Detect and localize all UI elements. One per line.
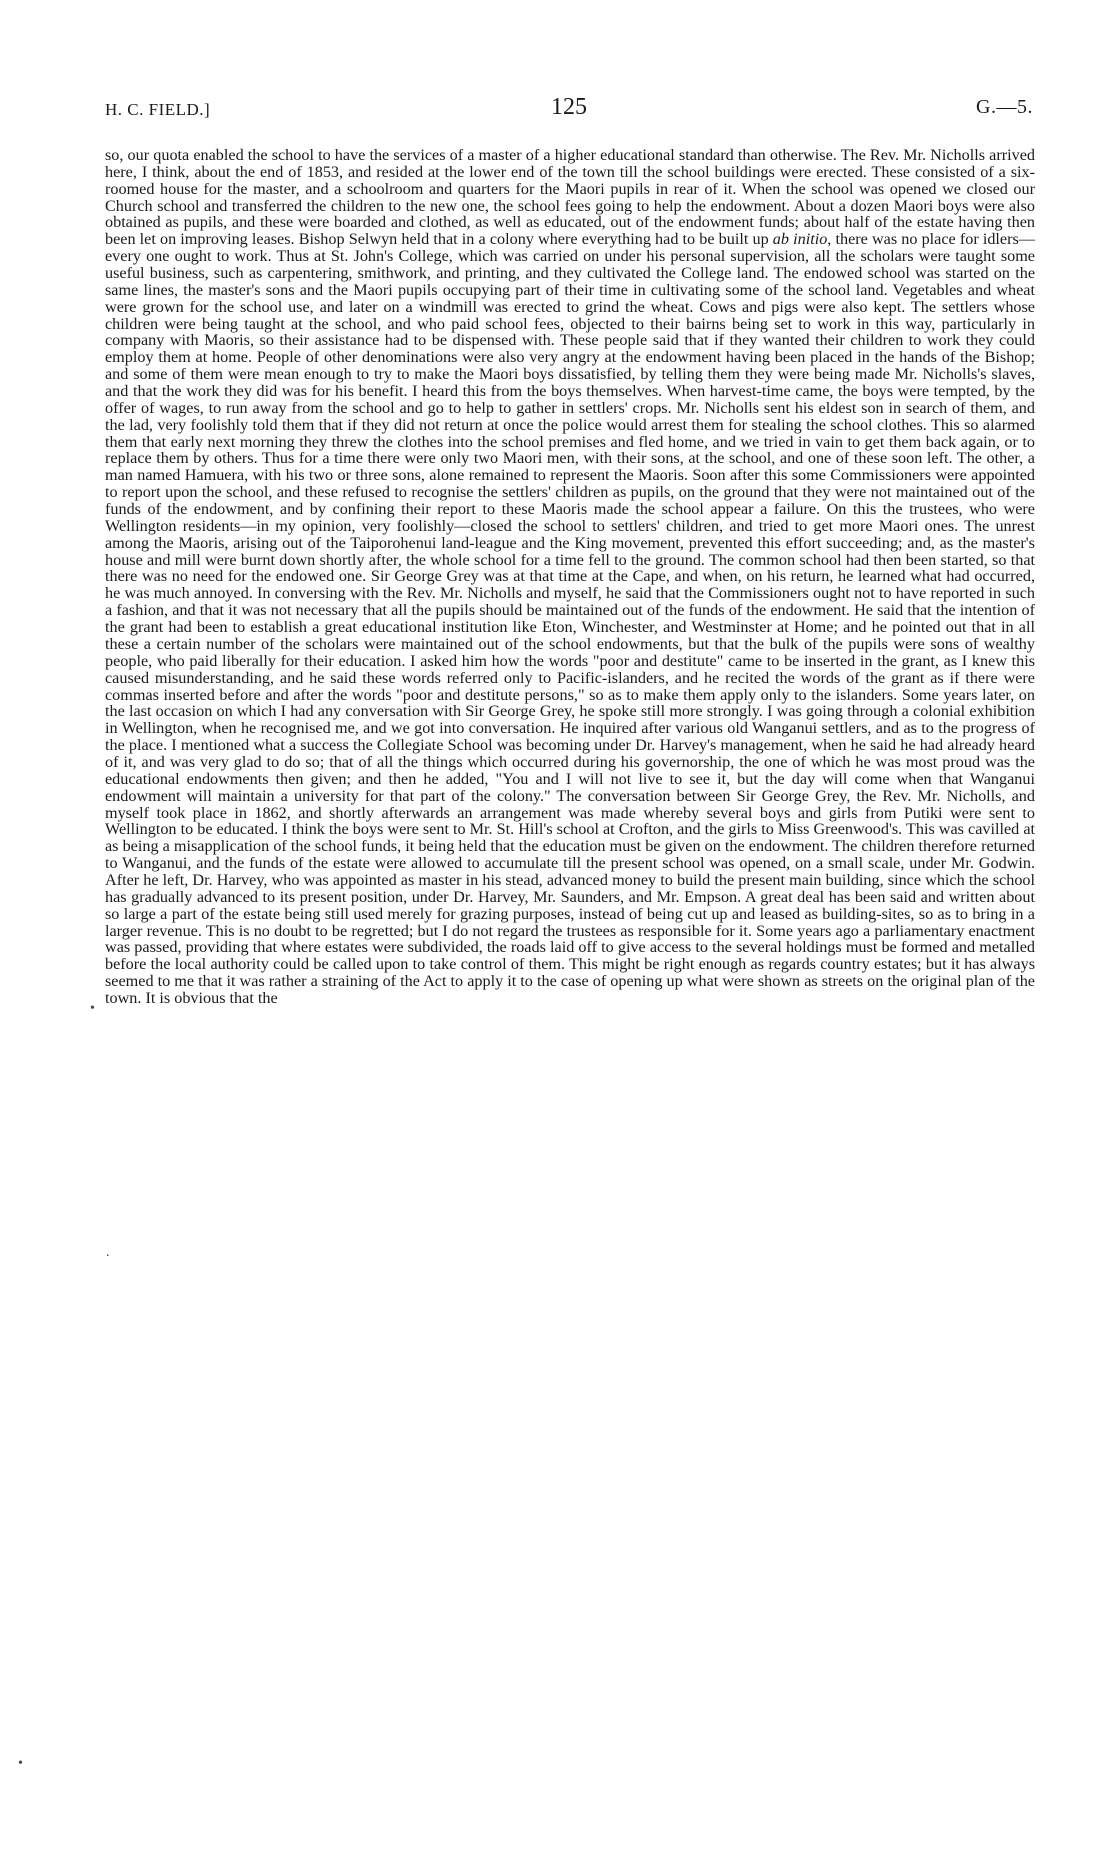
- latin-phrase: ab initio: [772, 230, 828, 249]
- document-reference: G.—5.: [976, 96, 1033, 118]
- margin-dot: •: [90, 1001, 95, 1016]
- page-number: 125: [551, 94, 587, 120]
- margin-dot: .: [106, 1245, 110, 1260]
- header-author: H. C. FIELD.]: [105, 100, 211, 119]
- margin-dot: •: [18, 1756, 23, 1771]
- body-paragraph: so, our quota enabled the school to have the services of a master of a higher educational standard than otherwise. The Rev. Mr. Nicholls arrived here, I think, about the end of 1853, and resided at the lower end of the town till the school buildings were erected. These consisted of a six-roomed house for the master, and a schoolroom and quarters for the Maori pupils in rear of it. When the school was opened we closed our Church school and transferred the children to the new one, the school fees going to help the endowment. About a dozen Maori boys were also obtained as pupils, and these were boarded and clothed, as well as educated, out of the endowment funds; about half of the estate having then been let on improving leases. Bishop Selwyn held that in a colony where everything had to be built up ab initio, there was no place for idlers—every one ought to work. Thus at St. John's College, which was carried on under his personal supervision, all the scholars were taught some useful business, such as carpentering, smithwork, and printing, and they cultivated the College land. The endowed school was started on the same lines, the master's sons and the Maori pupils occupying part of their time in cultivating some of the school land. Vegetables and wheat were grown for the school use, and later on a windmill was erected to grind the wheat. Cows and pigs were also kept. The settlers whose children were being taught at the school, and who paid school fees, objected to their bairns being set to work in this way, particularly in company with Maoris, so their assistance had to be dispensed with. These people said that if they wanted their children to work they could employ them at home. People of other denominations were also very angry at the endowment having been placed in the hands of the Bishop; and some of them were mean enough to try to make the Maori boys dissatisfied, by telling them they were being made Mr. Nicholls's slaves, and that the work they did was for his benefit. I heard this from the boys themselves. When harvest-time came, the boys were tempted, by the offer of wages, to run away from the school and go to help to gather in settlers' crops. Mr. Nicholls sent his eldest son in search of them, and the lad, very foolishly told them that if they did not return at once the police would arrest them for stealing the school clothes. This so alarmed them that early next morning they threw the clothes into the school premises and fled home, and we tried in vain to get them back again, or to replace them by others. Thus for a time there were only two Maori men, with their sons, at the school, and one of these soon left. The other, a man named Hamuera, with his two or three sons, alone remained to represent the Maoris. Soon after this some Commissioners were appointed to report upon the school, and these refused to recognise the settlers' children as pupils, on the ground that they were not maintained out of the funds of the endowment, and by confining their report to these Maoris made the school appear a failure. On this the trustees, who were Wellington residents—in my opinion, very foolishly—closed the school to settlers' children, and tried to get more Maori ones. The unrest among the Maoris, arising out of the Taiporohenui land-league and the King movement, prevented this effort succeeding; and, as the master's house and mill were burnt down shortly after, the whole school for a time fell to the ground. The common school had then been started, so that there was no need for the endowed one. Sir George Grey was at that time at the Cape, and when, on his return, he learned what had occurred, he was much annoyed. In conversing with the Rev. Mr. Nicholls and myself, he said that the Commissioners ought not to have reported in such a fashion, and that it was not necessary that all the pupils should be maintained out of the funds of the endowment. He said that the intention of the grant had been to establish a great educational institution like Eton, Winchester, and Westminster at Home; and he pointed out that in all these a certain number of the scholars were maintained out of the school endowments, but that the bulk of the pupils were sons of wealthy people, who paid liberally for their education. I asked him how the words "poor and destitute" came to be inserted in the grant, as I knew this caused misunderstanding, and he said these words referred only to Pacific-islanders, and he recited the words of the grant as if there were commas inserted before and after the words "poor and destitute persons," so as to make them apply only to the islanders. Some years later, on the last occasion on which I had any conversation with Sir George Grey, he spoke still more strongly. I was going through a colonial exhibition in Wellington, when he recognised me, and we got into conversation. He inquired after various old Wanganui settlers, and as to the progress of the place. I mentioned what a success the Collegiate School was becoming under Dr. Harvey's management, when he said he had already heard of it, and was very glad to do so; that of all the things which occurred during his governorship, the one of which he was most proud was the educational endowments then given; and then he added, "You and I will not live to see it, but the day will come when that Wanganui endowment will maintain a university for that part of the colony." The conversation between Sir George Grey, the Rev. Mr. Nicholls, and myself took place in 1862, and shortly afterwards an arrangement was made whereby several boys and girls from Putiki were sent to Wellington to be educated. I think the boys were sent to Mr. St. Hill's school at Crofton, and the girls to Miss Greenwood's. This was cavilled at as being a misapplication of the school funds, it being held that the education must be given on the endowment. The children therefore returned to Wanganui, and the funds of the estate were allowed to accumulate till the present school was opened, on a small scale, under Mr. Godwin. After he left, Dr. Harvey, who was appointed as master in his stead, advanced money to build the present main building, since which the school has gradually advanced to its present position, under Dr. Harvey, Mr. Saunders, and Mr. Empson. A great deal has been said and written about so large a part of the estate being still used merely for grazing purposes, instead of being cut up and leased as building-sites, so as to bring in a larger revenue. This is no doubt to be regretted; but I do not regard the trustees as responsible for it. Some years ago a parliamentary enactment was passed, providing that where estates were subdivided, the roads laid off to give access to the several holdings must be formed and metalled before the local authority could be called upon to take control of them. This might be right enough as regards country estates; but it has always seemed to me that it was rather a straining of the Act to apply it to the case of opening up what were shown as streets on the original plan of the town. It is obvious that the: [105, 146, 1035, 1007]
- body-text-column: [105, 147, 1035, 1007]
- running-header: [105, 94, 1033, 128]
